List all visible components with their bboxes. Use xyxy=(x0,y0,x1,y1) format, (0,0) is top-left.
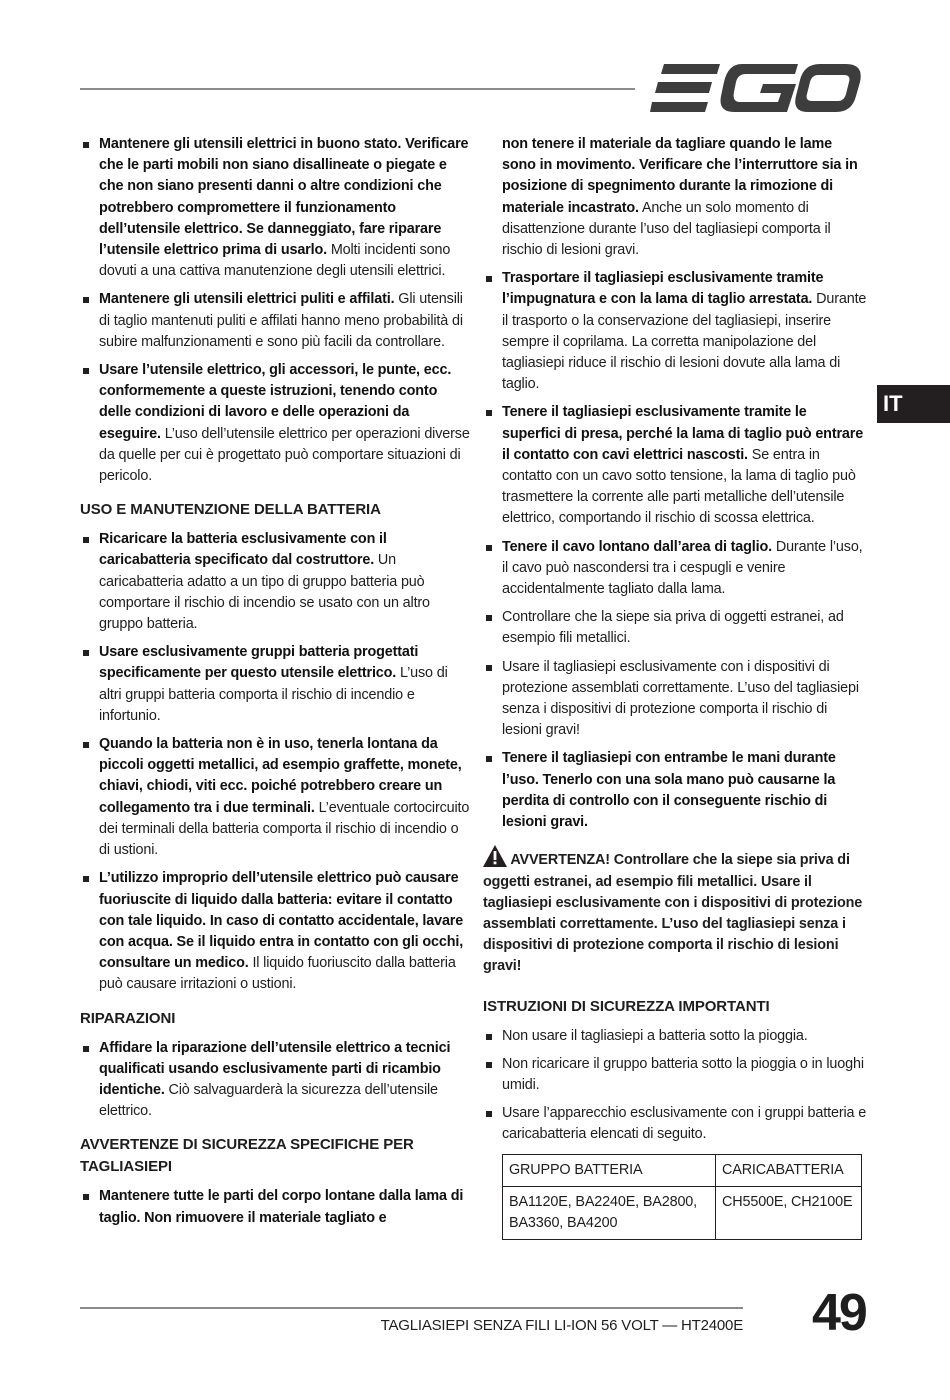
list-item xyxy=(80,289,472,353)
bullet-bold-text: Usare esclusivamente gruppi batteria progettati specificamente per questo utensile elettrico. xyxy=(99,644,419,682)
table-cell-chargers: CH5500E, CH2100E xyxy=(716,1186,862,1239)
bullet-text: L’eventuale cortocircuito dei terminali della batteria comporta il rischio di incendio o di ustioni. xyxy=(99,799,470,859)
table-header-charger: CARICABATTERIA xyxy=(716,1154,862,1186)
table-row xyxy=(503,1186,862,1239)
list-item xyxy=(483,402,868,529)
list-item xyxy=(80,642,472,727)
bullet-bold-text: Affidare la riparazione dell’utensile elettrico a tecnici qualificati usando esclusivamente parti di ricambio identiche. xyxy=(99,1039,451,1098)
list-item xyxy=(483,268,868,395)
battery-charger-table xyxy=(502,1154,862,1240)
footer-title: TAGLIASIEPI SENZA FILI LI-ION 56 VOLT — HT2400E xyxy=(380,1317,743,1334)
continued-paragraph xyxy=(483,134,868,261)
bullet-text: Molti incidenti sono dovuti a una cattiva manutenzione degli utensili elettrici. xyxy=(99,242,451,280)
bullet-bold-text: Tenere il tagliasiepi esclusivamente tramite le superfici di presa, perché la lama di taglio può entrare il contatto con cavi elettrici nascosti. xyxy=(502,404,864,463)
bullet-text: Ciò salvaguarderà la sicurezza dell’utensile elettrico. xyxy=(99,1081,438,1120)
bullet-bold-text: Quando la batteria non è in uso, tenerla lontana da piccoli oggetti metallici, ad esempio graffette, monete, chiavi, chiodi, viti ecc. poiché potrebbero creare un collegamento tra i due terminali. xyxy=(99,736,462,816)
bullet-list-tools xyxy=(80,134,472,487)
bullet-bold-text: Trasportare il tagliasiepi esclusivamente tramite l’impugnatura e con la lama di taglio arrestata. xyxy=(502,270,824,308)
bullet-text: Non ricaricare il gruppo batteria sotto la pioggia o in luoghi umidi. xyxy=(502,1055,864,1093)
bullet-bold-text: Usare l’utensile elettrico, gli accessori, le punte, ecc. conformemente a queste istruzioni, tenendo conto delle condizioni di lavoro e delle operazioni da eseguire. xyxy=(99,362,452,442)
list-item xyxy=(80,1038,472,1123)
continued-text: Anche un solo momento di disattenzione durante l’uso del tagliasiepi comporta il rischio di lesioni gravi. xyxy=(502,199,831,259)
bullet-list-important xyxy=(483,1026,868,1146)
list-item xyxy=(483,1054,868,1096)
bullet-bold-text: Tenere il cavo lontano dall’area di taglio. xyxy=(502,538,772,555)
list-item xyxy=(483,537,868,601)
bullet-text: Il liquido fuoriuscito dalla batteria può causare irritazioni o ustioni. xyxy=(99,955,456,993)
language-tab: IT xyxy=(877,385,950,423)
page-number: 49 xyxy=(812,1284,866,1342)
bullet-text: Durante il trasporto o la conservazione del tagliasiepi, inserire sempre il coprilama. La corretta manipolazione del tagliasiepi riduce il rischio di lesioni dovute alla lama di taglio. xyxy=(502,291,867,393)
left-column xyxy=(80,134,472,1236)
bullet-list-repair xyxy=(80,1038,472,1123)
section-heading-battery: USO E MANUTENZIONE DELLA BATTERIA xyxy=(80,501,381,519)
warning-label: AVVERTENZA! xyxy=(510,852,610,869)
list-item xyxy=(483,607,868,649)
bullet-text: L’uso di altri gruppi batteria comporta il rischio di incendio e infortunio. xyxy=(99,665,448,724)
bullet-text: Usare il tagliasiepi esclusivamente con i dispositivi di protezione assemblati correttamente. L’uso del tagliasiepi senza i dispositivi di protezione comporta il rischio di lesioni gravi! xyxy=(502,658,859,739)
header-rule xyxy=(80,88,635,90)
bullet-text: Durante l’uso, il cavo può nascondersi tra i cespugli e venire accidentalmente tagliato dalla lama. xyxy=(502,538,863,598)
warning-text: Controllare che la siepe sia priva di oggetti estranei, ad esempio fili metallici. Usare il tagliasiepi esclusivamente con i dispositivi di protezione assemblati correttamente. L’uso del tagliasiepi senza i dispositivi di protezione comporta il rischio di lesioni gravi! xyxy=(483,852,863,975)
list-item xyxy=(80,868,472,995)
bullet-bold-text: L’utilizzo improprio dell’utensile elettrico può causare fuoriuscite di liquido dalla batteria: evitare il contatto con tale liquido. In caso di contatto accidentale, lavare con acqua. Se il liquido entra in contatto con gli occhi, consultare un medico. xyxy=(99,870,464,972)
table-header-battery: GRUPPO BATTERIA xyxy=(503,1154,716,1186)
continued-bold-text: non tenere il materiale da tagliare quando le lame sono in movimento. Verificare che l’interruttore sia in posizione di spegnimento durante la rimozione di materiale incastrato. xyxy=(502,136,858,216)
bullet-bold-text: Tenere il tagliasiepi con entrambe le mani durante l’uso. Tenerlo con una sola mano può causarne la perdita di controllo con il conseguente rischio di lesioni gravi. xyxy=(502,750,836,831)
section-heading-specific: AVVERTENZE DI SICUREZZA SPECIFICHE PER TAGLIASIEPI xyxy=(80,1136,414,1176)
section-heading-repair: RIPARAZIONI xyxy=(80,1009,176,1027)
right-column xyxy=(483,134,868,1240)
list-item xyxy=(80,1186,472,1228)
ego-logo xyxy=(650,62,862,114)
bullet-bold-text: Ricaricare la batteria esclusivamente con il caricabatteria specificato dal costruttore. xyxy=(99,531,387,569)
list-item xyxy=(483,1103,868,1145)
bullet-text: Controllare che la siepe sia priva di oggetti estranei, ad esempio fili metallici. xyxy=(502,609,844,647)
warning-triangle-icon xyxy=(483,845,507,867)
bullet-text: Gli utensili di taglio mantenuti puliti e affilati hanno meno probabilità di subire malfunzionamenti e sono più facili da controllare. xyxy=(99,291,463,350)
warning-block xyxy=(483,845,868,977)
bullet-list-hedge xyxy=(483,268,868,833)
bullet-text: Se entra in contatto con un cavo sotto tensione, la lama di taglio può trasmettere la corrente alle parti metalliche dell’utensile elettrico, comportando il rischio di scossa elettrica. xyxy=(502,446,856,527)
bullet-list-specific xyxy=(80,1186,472,1228)
list-item xyxy=(80,360,472,487)
table-header-row xyxy=(503,1154,862,1186)
section-heading-important: ISTRUZIONI DI SICUREZZA IMPORTANTI xyxy=(483,997,770,1015)
bullet-text: L’uso dell’utensile elettrico per operazioni diverse da quelle per cui è progettato può comportare situazioni di pericolo. xyxy=(99,425,470,485)
list-item xyxy=(80,529,472,635)
bullet-text: Un caricabatteria adatto a un tipo di gruppo batteria può comportare il rischio di incendio se usato con un altro gruppo batteria. xyxy=(99,552,430,633)
bullet-text: Non usare il tagliasiepi a batteria sotto la pioggia. xyxy=(502,1027,808,1044)
list-item xyxy=(483,1026,868,1047)
bullet-bold-text: Mantenere gli utensili elettrici in buono stato. Verificare che le parti mobili non siano disallineate o piegate e che non siano presenti danni o altre condizioni che potrebbero compromettere il funzionamento dell’utensile elettrico. Se danneggiato, fare riparare l’utensile elettrico prima di usarlo. xyxy=(99,136,469,259)
bullet-text: Usare l’apparecchio esclusivamente con i gruppi batteria e caricabatteria elencati di seguito. xyxy=(502,1105,867,1143)
list-item xyxy=(80,134,472,282)
list-item xyxy=(483,657,868,742)
list-item xyxy=(483,748,868,833)
bullet-bold-text: Mantenere gli utensili elettrici puliti e affilati. xyxy=(99,291,395,308)
table-cell-batteries: BA1120E, BA2240E, BA2800, BA3360, BA4200 xyxy=(503,1186,716,1239)
bullet-list-battery xyxy=(80,529,472,995)
footer-rule xyxy=(80,1307,743,1309)
list-item xyxy=(80,734,472,861)
bullet-bold-text: Mantenere tutte le parti del corpo lontane dalla lama di taglio. Non rimuovere il materiale tagliato e xyxy=(99,1188,464,1226)
